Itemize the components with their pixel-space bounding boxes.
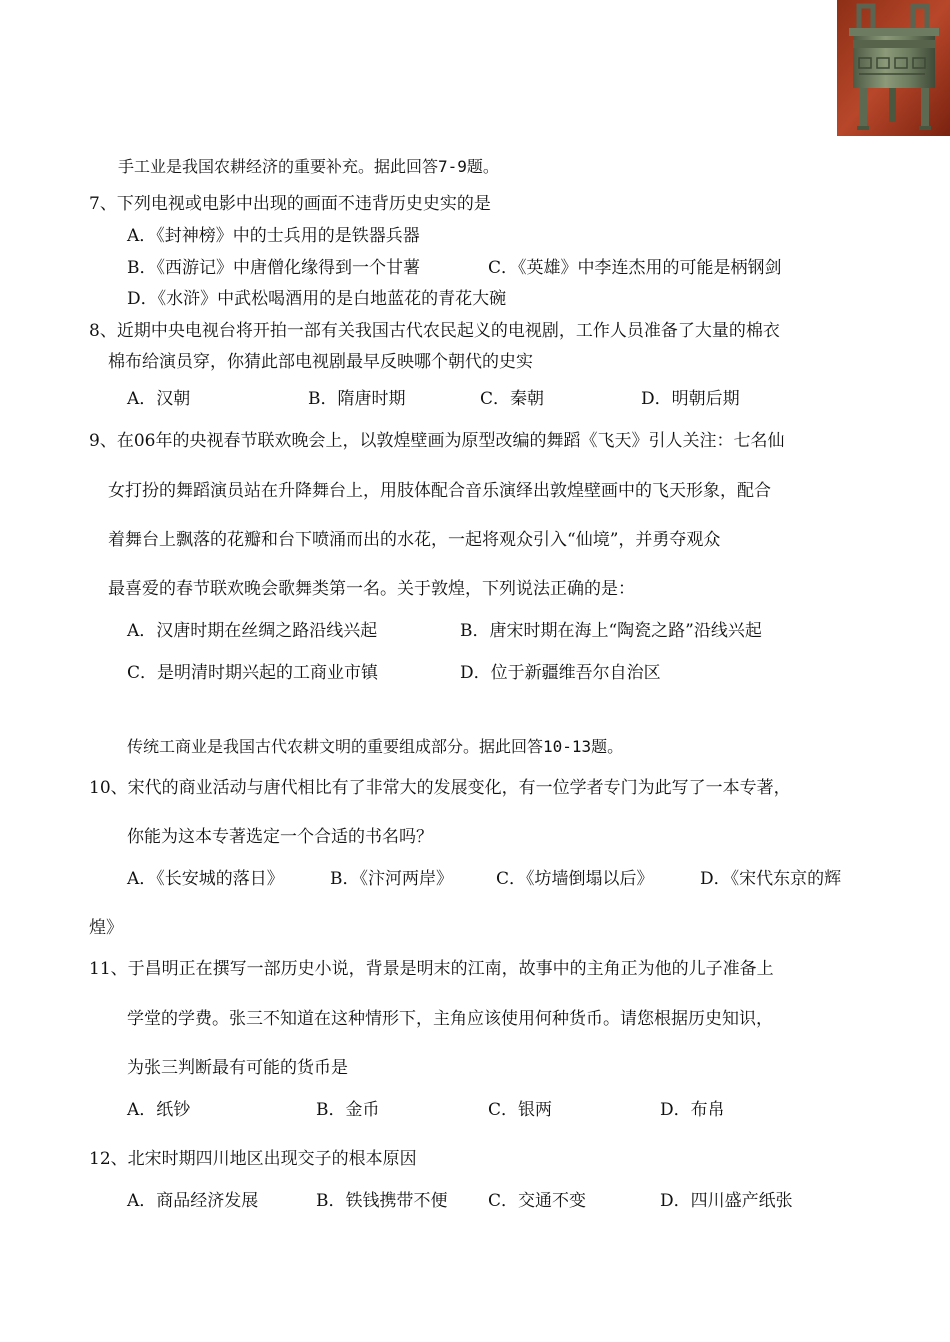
option-a: A．汉唐时期在丝绸之路沿线兴起	[127, 621, 378, 641]
option-c: C．交通不变	[488, 1191, 587, 1211]
section-intro: 传统工商业是我国古代农耕文明的重要组成部分。据此回答10-13题。	[127, 737, 624, 756]
option-d: D．《水浒》中武松喝酒用的是白地蓝花的青花大碗	[127, 289, 507, 309]
question-stem-continued: 棉布给演员穿，你猜此部电视剧最早反映哪个朝代的史实	[108, 352, 533, 372]
option-b: B．金币	[316, 1100, 380, 1120]
option-c: C．秦朝	[480, 389, 545, 409]
option-a: A．纸钞	[127, 1100, 191, 1120]
question-stem-continued: 着舞台上飘落的花瓣和台下喷涌而出的水花，一起将观众引入“仙境”，并勇夺观众	[108, 530, 721, 550]
option-d: D．《宋代东京的辉	[700, 869, 842, 889]
question-stem-continued: 为张三判断最有可能的货币是	[127, 1058, 348, 1078]
question-stem-continued: 你能为这本专著选定一个合适的书名吗？	[127, 827, 433, 847]
question-stem: 12、北宋时期四川地区出现交子的根本原因	[89, 1149, 417, 1169]
option-c: C．银两	[488, 1100, 553, 1120]
bronze-ding-image	[837, 0, 950, 136]
option-c: C．《坊墙倒塌以后》	[496, 869, 654, 889]
option-a: A．汉朝	[127, 389, 191, 409]
option-d: D．四川盛产纸张	[660, 1191, 793, 1211]
option-b: B．《汴河两岸》	[330, 869, 453, 889]
option-a: A．《长安城的落日》	[127, 869, 284, 889]
question-stem-continued: 学堂的学费。张三不知道在这种情形下，主角应该使用何种货币。请您根据历史知识，	[127, 1009, 773, 1029]
option-d: D．明朝后期	[641, 389, 740, 409]
question-stem: 11、于昌明正在撰写一部历史小说，背景是明末的江南，故事中的主角正为他的儿子准备上	[89, 959, 774, 979]
option-b: B．铁钱携带不便	[316, 1191, 448, 1211]
option-b: B．《西游记》中唐僧化缘得到一个甘薯	[127, 258, 420, 278]
option-b: B．隋唐时期	[308, 389, 406, 409]
question-stem: 8、近期中央电视台将开拍一部有关我国古代农民起义的电视剧，工作人员准备了大量的棉衣	[89, 321, 780, 341]
option-d-continued: 煌》	[89, 918, 123, 938]
option-b: B．唐宋时期在海上“陶瓷之路”沿线兴起	[460, 621, 762, 641]
option-c: C．是明清时期兴起的工商业市镇	[127, 663, 379, 683]
option-c: C．《英雄》中李连杰用的可能是柄钢剑	[488, 258, 782, 278]
option-a: A．商品经济发展	[127, 1191, 259, 1211]
option-a: A．《封神榜》中的士兵用的是铁器兵器	[127, 226, 420, 246]
question-stem-continued: 女打扮的舞蹈演员站在升降舞台上，用肢体配合音乐演绎出敦煌壁画中的飞天形象，配合	[108, 481, 771, 501]
question-stem: 9、在06年的央视春节联欢晚会上，以敦煌壁画为原型改编的舞蹈《飞天》引人关注：七名仙	[89, 431, 785, 451]
question-stem: 10、宋代的商业活动与唐代相比有了非常大的发展变化，有一位学者专门为此写了一本专著，	[89, 778, 791, 798]
section-intro: 手工业是我国农耕经济的重要补充。据此回答7-9题。	[118, 157, 499, 176]
bronze-ding-vessel-icon	[837, 0, 950, 136]
question-stem-continued: 最喜爱的春节联欢晚会歌舞类第一名。关于敦煌，下列说法正确的是：	[108, 579, 635, 599]
option-d: D．布帛	[660, 1100, 725, 1120]
question-stem: 7、下列电视或电影中出现的画面不违背历史史实的是	[89, 194, 491, 214]
option-d: D．位于新疆维吾尔自治区	[460, 663, 661, 683]
